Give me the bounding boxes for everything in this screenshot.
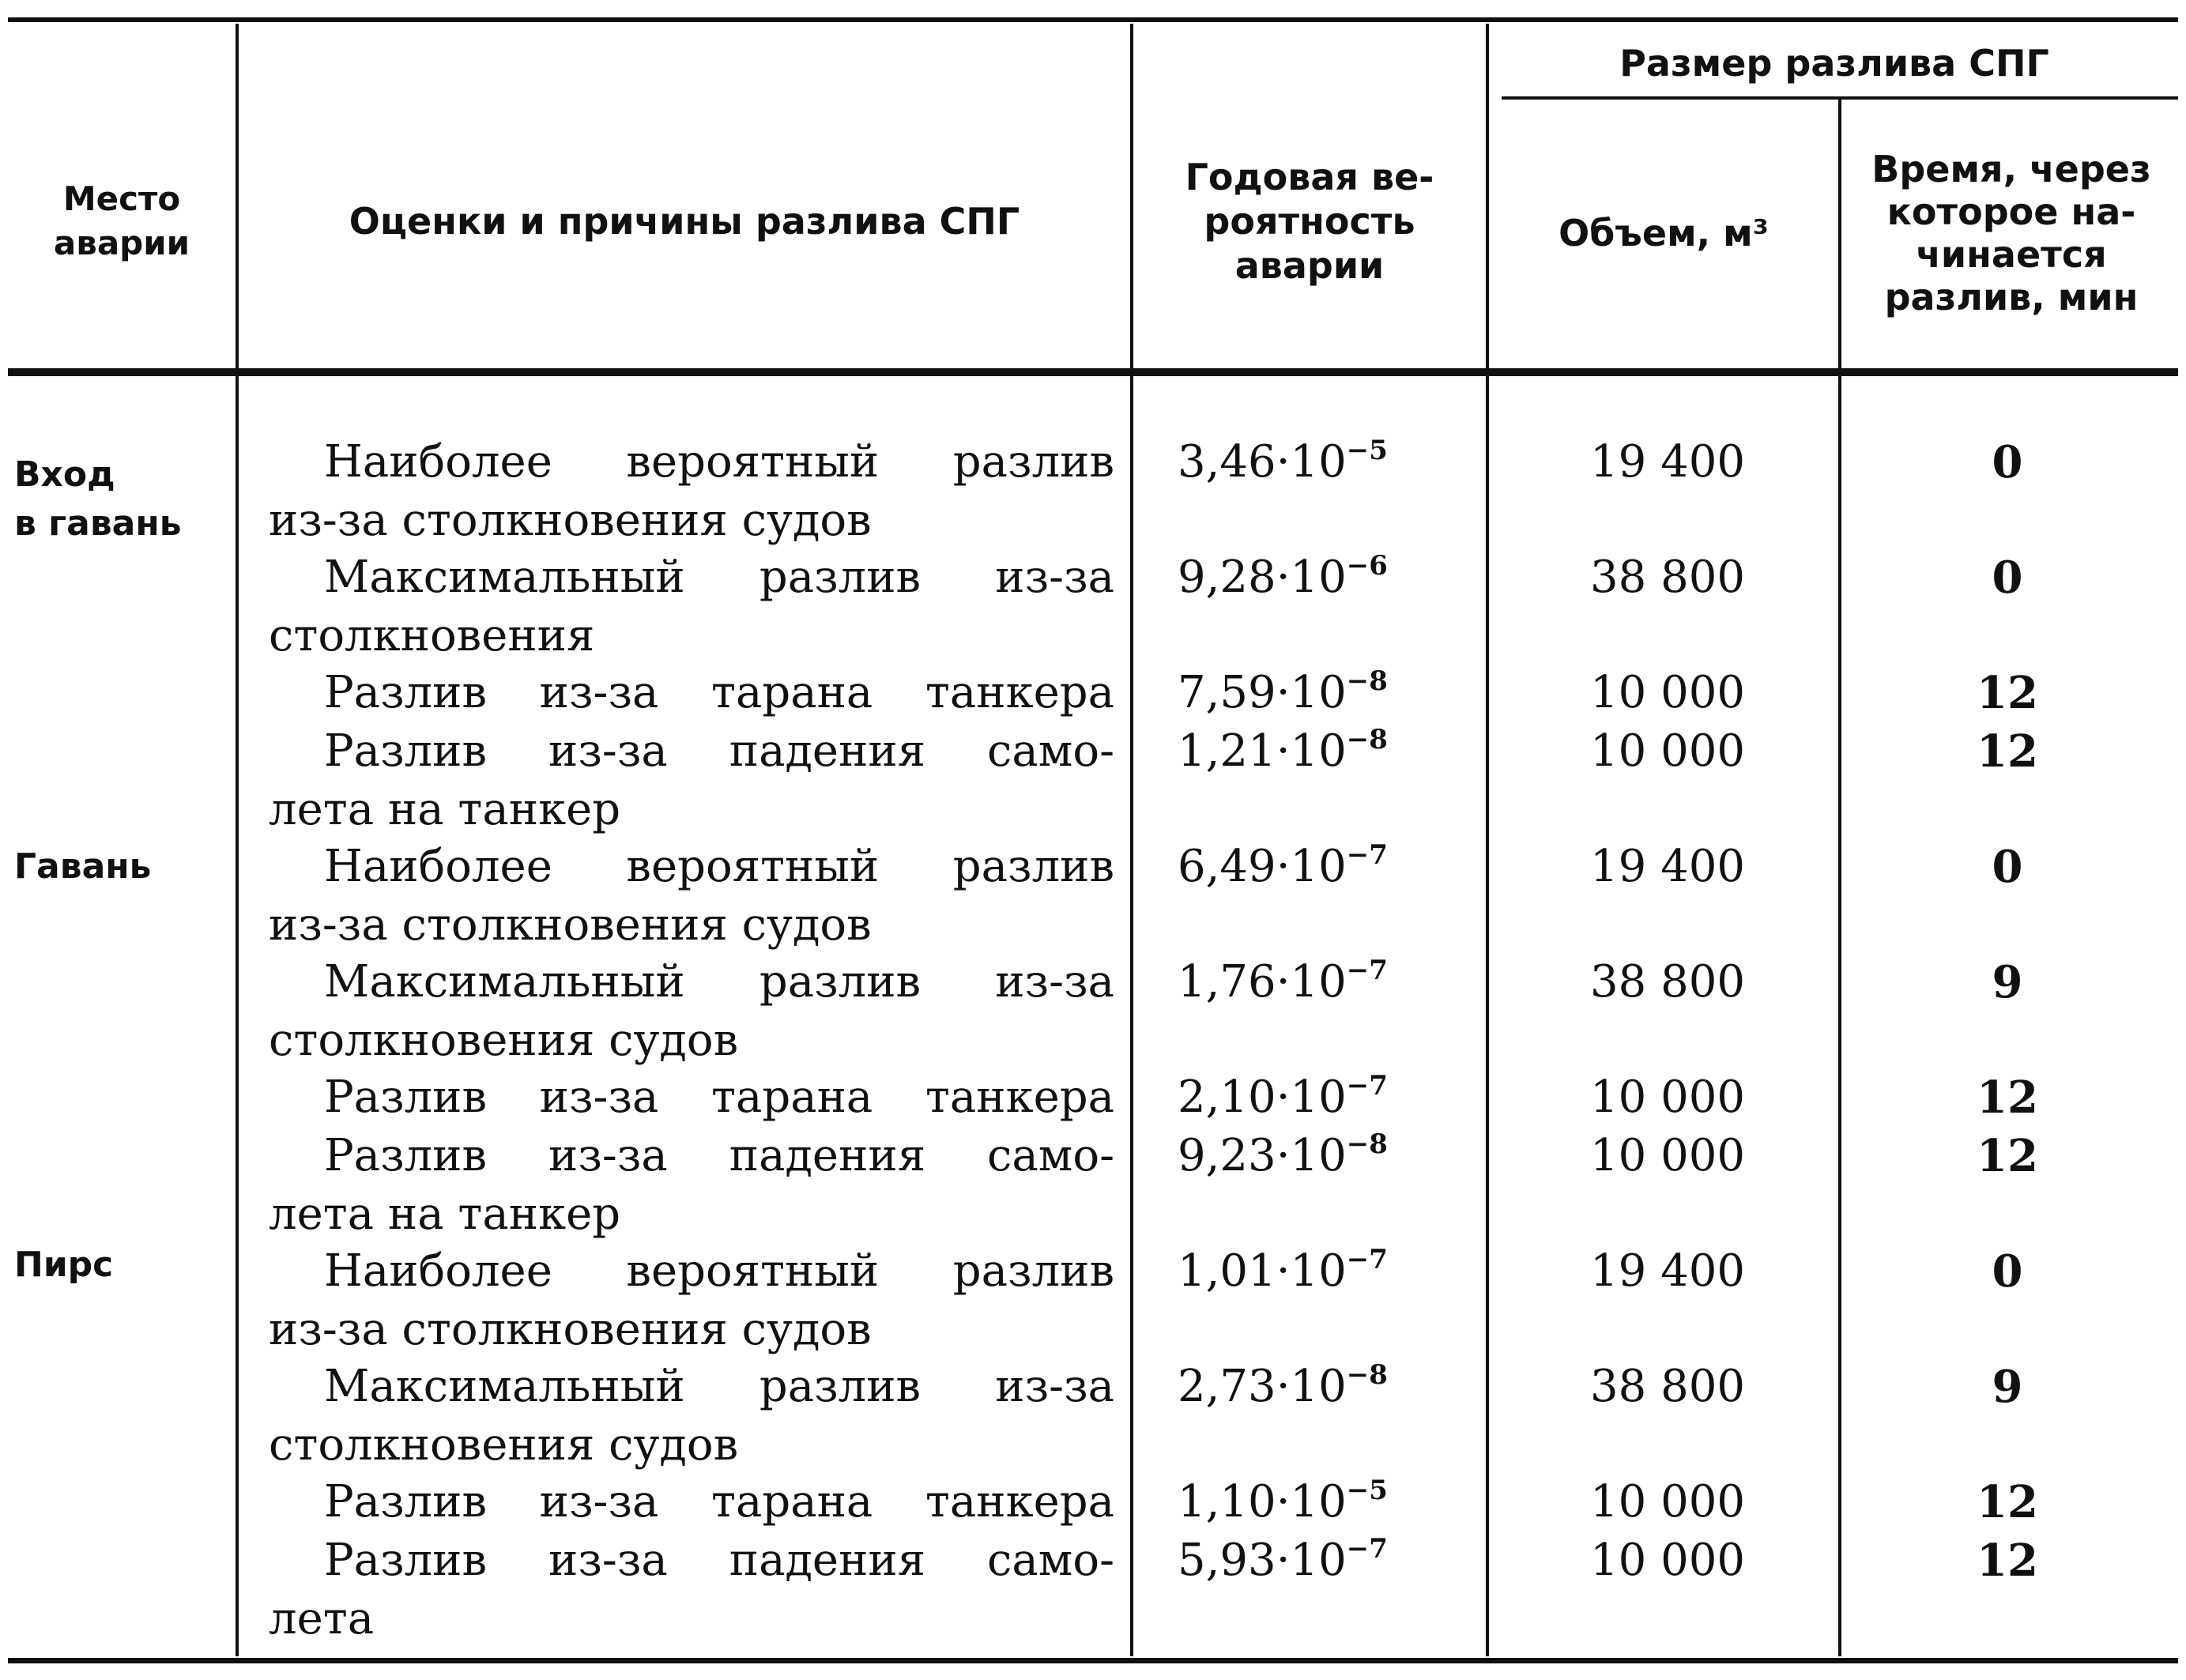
header-place: Место аварии	[53, 179, 190, 262]
bottom-rule	[8, 1658, 2178, 1663]
col-rule-3	[1486, 24, 1489, 1656]
place-harbor: Гавань	[14, 846, 152, 887]
table-cell-time: 0	[1992, 1245, 2023, 1298]
table-row-description: Наиболее вероятный разлив из-за столкновения судов	[269, 436, 1114, 546]
header-spill-size: Размер разлива СПГ	[1619, 42, 2049, 85]
table-cell-time: 12	[1977, 667, 2038, 719]
header-volume: Объем, м³	[1558, 212, 1769, 254]
table-cell-probability: $3,46\cdot 10^{-5}$	[1178, 435, 1388, 488]
header-bottom-rule	[8, 368, 2178, 376]
table-cell-time: 9	[1992, 956, 2023, 1008]
table-cell-time: 12	[1977, 1535, 2038, 1587]
table-row-description: Наиболее вероятный разлив из-за столкновения судов	[269, 841, 1114, 951]
table-cell-time: 0	[1992, 436, 2023, 488]
header-probability: Годовая ве- роятность аварии	[1185, 156, 1434, 287]
table-cell-probability: $2,73\cdot 10^{-8}$	[1178, 1359, 1388, 1412]
table-cell-probability: $1,01\cdot 10^{-7}$	[1178, 1244, 1388, 1297]
table-row-description: Максимальный разлив из-за столкновения судов	[269, 956, 1114, 1066]
table-row-description: Максимальный разлив из-за столкновения	[269, 552, 1114, 661]
col-rule-2	[1130, 24, 1133, 1656]
table-cell-time: 12	[1977, 1476, 2038, 1528]
table-cell-volume: 19 400	[1590, 841, 1745, 892]
table-cell-volume: 38 800	[1590, 1361, 1745, 1412]
table-cell-probability: $2,10\cdot 10^{-7}$	[1178, 1070, 1388, 1123]
table-cell-volume: 38 800	[1590, 552, 1745, 603]
table-row-description: Разлив из-за падения само- лета на танкер	[269, 1130, 1114, 1240]
table-cell-probability: $1,76\cdot 10^{-7}$	[1178, 955, 1388, 1008]
table-cell-probability: $5,93\cdot 10^{-7}$	[1178, 1533, 1388, 1586]
table-row-description: Наиболее вероятный разлив из-за столкновения судов	[269, 1245, 1114, 1355]
table-cell-probability: $6,49\cdot 10^{-7}$	[1178, 839, 1388, 892]
table-row-description: Разлив из-за тарана танкера	[324, 1072, 1114, 1123]
table-cell-time: 12	[1977, 1072, 2038, 1124]
col-rule-1	[236, 24, 239, 1656]
place-pier: Пирс	[14, 1245, 114, 1285]
table-cell-volume: 10 000	[1590, 1130, 1745, 1181]
table-cell-time: 12	[1977, 1130, 2038, 1182]
table-cell-volume: 38 800	[1590, 956, 1745, 1008]
table-cell-time: 0	[1992, 841, 2023, 893]
table-row-description: Разлив из-за тарана танкера	[324, 667, 1114, 718]
header-time: Время, через которое на- чинается разлив, мин	[1871, 148, 2151, 318]
place-entrance: Вход в гавань	[14, 454, 182, 544]
table-cell-volume: 10 000	[1590, 1072, 1745, 1123]
table-cell-probability: $1,10\cdot 10^{-5}$	[1178, 1475, 1388, 1527]
table-cell-volume: 10 000	[1590, 1535, 1745, 1586]
table-row-description: Разлив из-за тарана танкера	[324, 1476, 1114, 1527]
table-cell-probability: $1,21\cdot 10^{-8}$	[1178, 724, 1388, 777]
table-cell-probability: $7,59\cdot 10^{-8}$	[1178, 665, 1388, 718]
table-row-description: Разлив из-за падения само- лета на танкер	[269, 725, 1114, 835]
table-cell-volume: 10 000	[1590, 667, 1745, 718]
table-cell-volume: 19 400	[1590, 1245, 1745, 1297]
table-row-description: Разлив из-за падения само- лета	[269, 1535, 1114, 1644]
table-cell-time: 12	[1977, 725, 2038, 778]
table-row-description: Максимальный разлив из-за столкновения судов	[269, 1361, 1114, 1471]
table-cell-time: 9	[1992, 1361, 2023, 1413]
table-cell-volume: 10 000	[1590, 725, 1745, 777]
table-cell-volume: 10 000	[1590, 1476, 1745, 1527]
table-cell-probability: $9,23\cdot 10^{-8}$	[1178, 1128, 1388, 1181]
table-cell-volume: 19 400	[1590, 436, 1745, 488]
table-cell-time: 0	[1992, 552, 2023, 604]
top-rule	[8, 17, 2178, 22]
header-causes: Оценки и причины разлива СПГ	[349, 200, 1020, 243]
table-cell-probability: $9,28\cdot 10^{-6}$	[1178, 550, 1388, 603]
